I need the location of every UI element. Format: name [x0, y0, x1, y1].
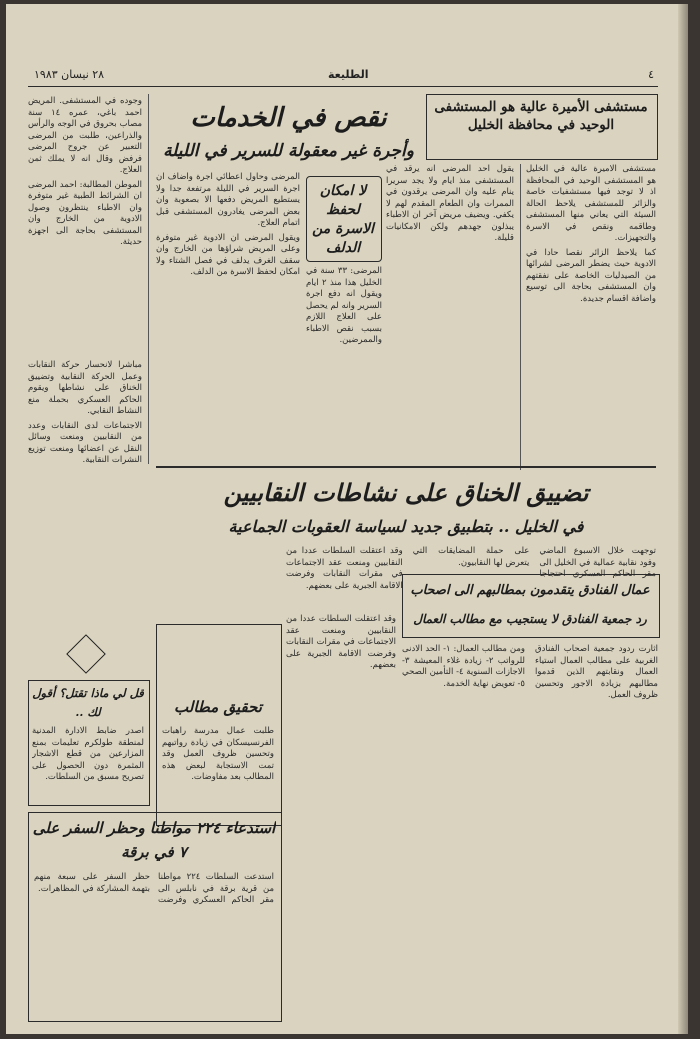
- inset-headline: لا امكان لحفظ الاسرة من الدلف: [312, 183, 374, 256]
- misc-paragraph: الاجتماعات لدى النقابات وعدد من النقابيين ومنعت وسائل النقل عن اعضائها ومنعت توزيع النشرات النقابية.: [28, 420, 142, 465]
- question-article: [32, 726, 144, 800]
- diamond-ornament: [66, 634, 106, 674]
- unions-continued-col: [286, 614, 396, 1014]
- hospital-paragraph: مستشفى الاميرة عالية في الخليل هو المستشفى الوحيد في المحافظة اذ لا توجد فيها مستشفيات خاصة والزائر للمستشفى يلاحظ الحالة السيئة التي يعاني منها المستشفى وطاقمه ونقص في الاسرة والتجهيزات.: [526, 164, 656, 243]
- column-rule: [520, 164, 521, 470]
- services-far-paragraph: الموطن المطالبة: احمد المرضى ان الشرائط الطبية غير متوفرة وان الاطباء ينتظرون وصول الادوية من الخارج وان المستشفى بحاجة الى اجهزة حديثة.: [28, 179, 142, 247]
- question-headline: قل لي ماذا تقتل؟ أقول لك ..: [32, 686, 144, 719]
- newspaper-page: [6, 4, 688, 1034]
- hotels-headline: عمال الفنادق يتقدمون بمطالبهم الى اصحاب: [410, 583, 650, 598]
- summons-article: [34, 872, 274, 1016]
- binding-gutter: [678, 4, 688, 1034]
- demands-headline: تحقيق مطالب: [174, 698, 262, 716]
- services-mid-paragraph: المرضى: ٣٣ سنة في الخليل هذا منذ ٢ ايام ويقول انه دفع اجرة السرير وانه لم يحصل على العلاج اللازم بسبب نقص الاطباء والممرضين.: [306, 266, 382, 345]
- misc-paragraph: مباشرا لانحسار حركة النقابات وعمل الحركة النقابية وتضييق الخناق على نشاطها ويقوم الحاكم العسكري بحملة منع النشاط النقابي.: [28, 360, 142, 416]
- section-divider: [156, 466, 656, 468]
- unions-paragraph: وقد اعتقلت السلطات عددا من النقابيين ومنعت عقد الاجتماعات في مقرات النقابات وفرضت الاقامة الجبرية على بعضهم.: [286, 546, 403, 591]
- issue-date: ٢٨ نيسان ١٩٨٣: [34, 68, 105, 81]
- hospital-headline: مستشفى الأميرة عالية هو المستشفى الوحيد في محافظة الخليل: [434, 99, 648, 133]
- services-subheadline: وأجرة غير معقولة للسرير في الليلة: [163, 141, 414, 161]
- summons-paragraph: استدعت السلطات ٢٢٤ مواطنا من قرية برقة في نابلس الى مقر الحاكم العسكري وفرضت حظر السفر على سبعة منهم بتهمة المشاركة في المظاهرات.: [34, 872, 274, 905]
- unions-subheadline: في الخليل .. بتطبيق جديد لسياسة العقوبات الجماعية: [228, 517, 584, 536]
- hospital-article-col2: [386, 164, 514, 470]
- unions-paragraph: توجهت خلال الاسبوع الماضي وفود نقابية عمالية في الخليل الى مقر الحاكم العسكري احتجاجا على حملة المضايقات التي يتعرض لها النقابيون.: [412, 546, 656, 579]
- services-far-col: [28, 96, 142, 356]
- column-rule: [148, 94, 149, 464]
- unions-headline: تضييق الخناق على نشاطات النقابيين: [223, 478, 589, 507]
- hospital-paragraph: كما يلاحظ الزائر نقصا حادا في الادوية حيث يضطر المرضى لشرائها من الصيدليات الخاصة على نفقتهم وان المستشفى بحاجة الى توسيع واضافة اقسام جديدة.: [526, 247, 656, 304]
- misc-left-col: [28, 360, 142, 630]
- services-headline: نقص في الخدمات: [190, 103, 387, 133]
- services-paragraph: ويقول المرضى ان الادوية غير متوفرة وعلى المريض شراؤها من الخارج وان سقف الغرف يدلف في فصل الشتاء ولا امكان لحفظ الاسرة من الدلف.: [156, 232, 300, 277]
- demands-article: [162, 726, 274, 820]
- services-article-col2: [306, 266, 382, 462]
- hospital-side-paragraph: يقول احد المرضى انه يرقد في المستشفى منذ ايام ولا يجد سريرا ينام عليه وان المرضى يرقدون في الممرات وان الطعام المقدم لهم لا يكفي. ويضيف مريض آخر ان الاطباء يبذلون جهدهم ولكن الامكانيات قليلة.: [386, 164, 514, 243]
- services-paragraph: المرضى وحاول اعطائي اجرة واضاف ان اجرة السرير في الليلة مرتفعة جدا ولا يستطيع المريض دفعها الا بصعوبة وان بعض المرضى يغادرون المستشفى قبل اتمام العلاج.: [156, 172, 300, 228]
- hotels-article: [402, 644, 658, 1014]
- demands-paragraph: طلبت عمال مدرسة راهبات الفرنسيسكان في زيادة رواتبهم وتحسين ظروف العمل وقد تمت الاستجابة لبعض هذه المطالب بعد مفاوضات.: [162, 726, 274, 782]
- hospital-article-col1: [526, 164, 656, 470]
- paper-name: الطليعة: [328, 68, 369, 81]
- services-article-col1: [156, 172, 300, 462]
- question-paragraph: اصدر ضابط الادارة المدنية لمنطقة طولكرم تعليمات بمنع المزارعين من قطع الاشجار المثمرة دون الحصول على تصريح مسبق من السلطات.: [32, 726, 144, 782]
- summons-headline: استدعاء ٢٢٤ مواطنا وحظر السفر على ٧ في برقة: [32, 819, 276, 861]
- hotels-paragraph: ومن مطالب العمال: ١- الحد الادنى للرواتب ٢- زيادة غلاء المعيشة ٣- الاجازات السنوية ٤- التأمين الصحي ٥- تعويض نهاية الخدمة.: [402, 644, 525, 689]
- page-header: [28, 66, 658, 87]
- unions-paragraph: وقد اعتقلت السلطات عددا من النقابيين ومنعت عقد الاجتماعات في مقرات النقابات وفرضت الاقامة الجبرية على بعضهم.: [286, 614, 396, 670]
- page-number: ٤: [648, 68, 654, 81]
- hotels-paragraph: اثارت ردود جمعية اصحاب الفنادق الغربية على مطالب العمال استياء العمال ونقابتهم الذين قدموا مطالبهم بزيادة الاجور وتحسين ظروف العمل.: [535, 644, 658, 700]
- hotels-subheadline: رد جمعية الفنادق لا يستجيب مع مطالب العمال: [413, 612, 647, 626]
- services-far-paragraph: وجوده في المستشفى. المريض احمد باغي، عمره ١٤ سنة مصاب بحروق في الوجه والرأس والذراعين، طلبت من المرضى التعبير عن جروح المرضى فرفض وقال انه لا يملك ثمن العلاج.: [28, 96, 142, 175]
